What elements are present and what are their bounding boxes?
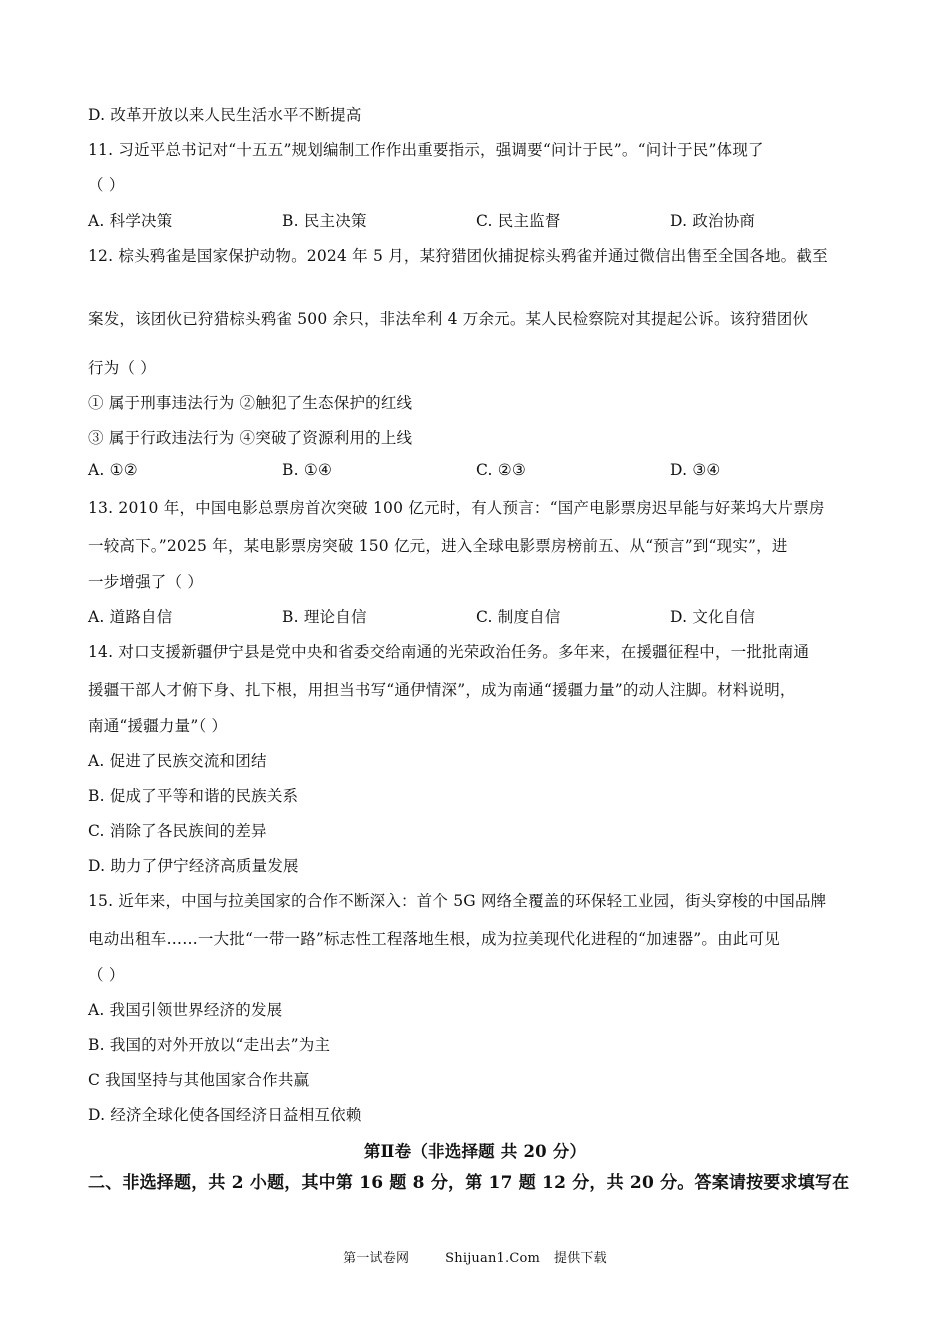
q14-stem-line-3: 南通“援疆力量”（ ） [88,717,228,735]
q14-stem-line-2: 援疆干部人才俯下身、扎下根，用担当书写“通伊情深”，成为南通“援疆力量”的动人注脚。材料说明， [88,681,796,699]
footer-site-url[interactable]: Shijuan1.Com [445,1251,541,1266]
q11-option-a[interactable]: A. 科学决策 [88,212,173,230]
q14-option-a[interactable]: A. 促进了民族交流和团结 [88,752,267,770]
q10-option-d: D. 改革开放以来人民生活水平不断提高 [88,106,362,124]
q13-stem-line-1: 13. 2010 年，中国电影总票房首次突破 100 亿元时，有人预言：“国产电影票房迟早能与好莱坞大片票房 [88,499,825,517]
q12-stem-line-2: 案发，该团伙已狩猎棕头鸦雀 500 余只，非法牟利 4 万余元。某人民检察院对其提起公诉。该狩猎团伙 [88,310,809,328]
q15-stem-line-2: 电动出租车……一大批“一带一路”标志性工程落地生根，成为拉美现代化进程的“加速器”。由此可见 [88,930,780,948]
q11-option-d[interactable]: D. 政治协商 [670,212,756,230]
q13-option-a[interactable]: A. 道路自信 [88,608,173,626]
q11-option-c[interactable]: C. 民主监督 [476,212,561,230]
q13-stem-line-3: 一步增强了（ ） [88,573,204,591]
q13-option-d[interactable]: D. 文化自信 [670,608,756,626]
footer-site-name: 第一试卷网 [343,1251,410,1266]
q11-stem-line-1: 11. 习近平总书记对“十五五”规划编制工作作出重要指示，强调要“问计于民”。“问计于民”体现了 [88,141,764,159]
q15-option-b[interactable]: B. 我国的对外开放以“走出去”为主 [88,1036,331,1054]
q12-option-c[interactable]: C. ②③ [476,461,526,479]
page-footer [0,1247,950,1266]
q12-option-d[interactable]: D. ③④ [670,461,721,479]
section-2-title: 第Ⅱ卷（非选择题 共 20 分） [363,1142,587,1161]
q14-stem-line-1: 14. 对口支援新疆伊宁县是党中央和省委交给南通的光荣政治任务。多年来，在援疆征程中，一批批南通 [88,643,810,661]
q15-option-d[interactable]: D. 经济全球化使各国经济日益相互依赖 [88,1106,362,1124]
q15-stem-line-3: （ ） [88,966,125,984]
q12-option-a[interactable]: A. ①② [88,461,138,479]
q13-option-b[interactable]: B. 理论自信 [282,608,367,626]
q15-option-c[interactable]: C 我国坚持与其他国家合作共赢 [88,1071,310,1089]
q11-option-b[interactable]: B. 民主决策 [282,212,367,230]
q14-option-c[interactable]: C. 消除了各民族间的差异 [88,822,267,840]
q12-stem-line-1: 12. 棕头鸦雀是国家保护动物。2024 年 5 月，某狩猎团伙捕捉棕头鸦雀并通过微信出售至全国各地。截至 [88,247,828,265]
footer-note: 提供下载 [554,1251,607,1266]
q15-option-a[interactable]: A. 我国引领世界经济的发展 [88,1001,283,1019]
q13-stem-line-2: 一较高下。”2025 年，某电影票房突破 150 亿元，进入全球电影票房榜前五、从“预言”到“现实”，进 [88,537,788,555]
section-2-instruction: 二、非选择题，共 2 小题，其中第 16 题 8 分，第 17 题 12 分，共 20 分。答案请按要求填写在 [88,1173,850,1193]
q15-stem-line-1: 15. 近年来，中国与拉美国家的合作不断深入：首个 5G 网络全覆盖的环保轻工业园，街头穿梭的中国品牌 [88,892,827,910]
q12-statement-2: ③ 属于行政违法行为 ④突破了资源利用的上线 [88,429,413,447]
q12-option-b[interactable]: B. ①④ [282,461,333,479]
q14-option-b[interactable]: B. 促成了平等和谐的民族关系 [88,787,299,805]
q12-stem-line-3: 行为（ ） [88,359,156,377]
q11-stem-line-2: （ ） [88,176,125,194]
q13-option-c[interactable]: C. 制度自信 [476,608,561,626]
q12-statement-1: ① 属于刑事违法行为 ②触犯了生态保护的红线 [88,394,413,412]
q14-option-d[interactable]: D. 助力了伊宁经济高质量发展 [88,857,299,875]
